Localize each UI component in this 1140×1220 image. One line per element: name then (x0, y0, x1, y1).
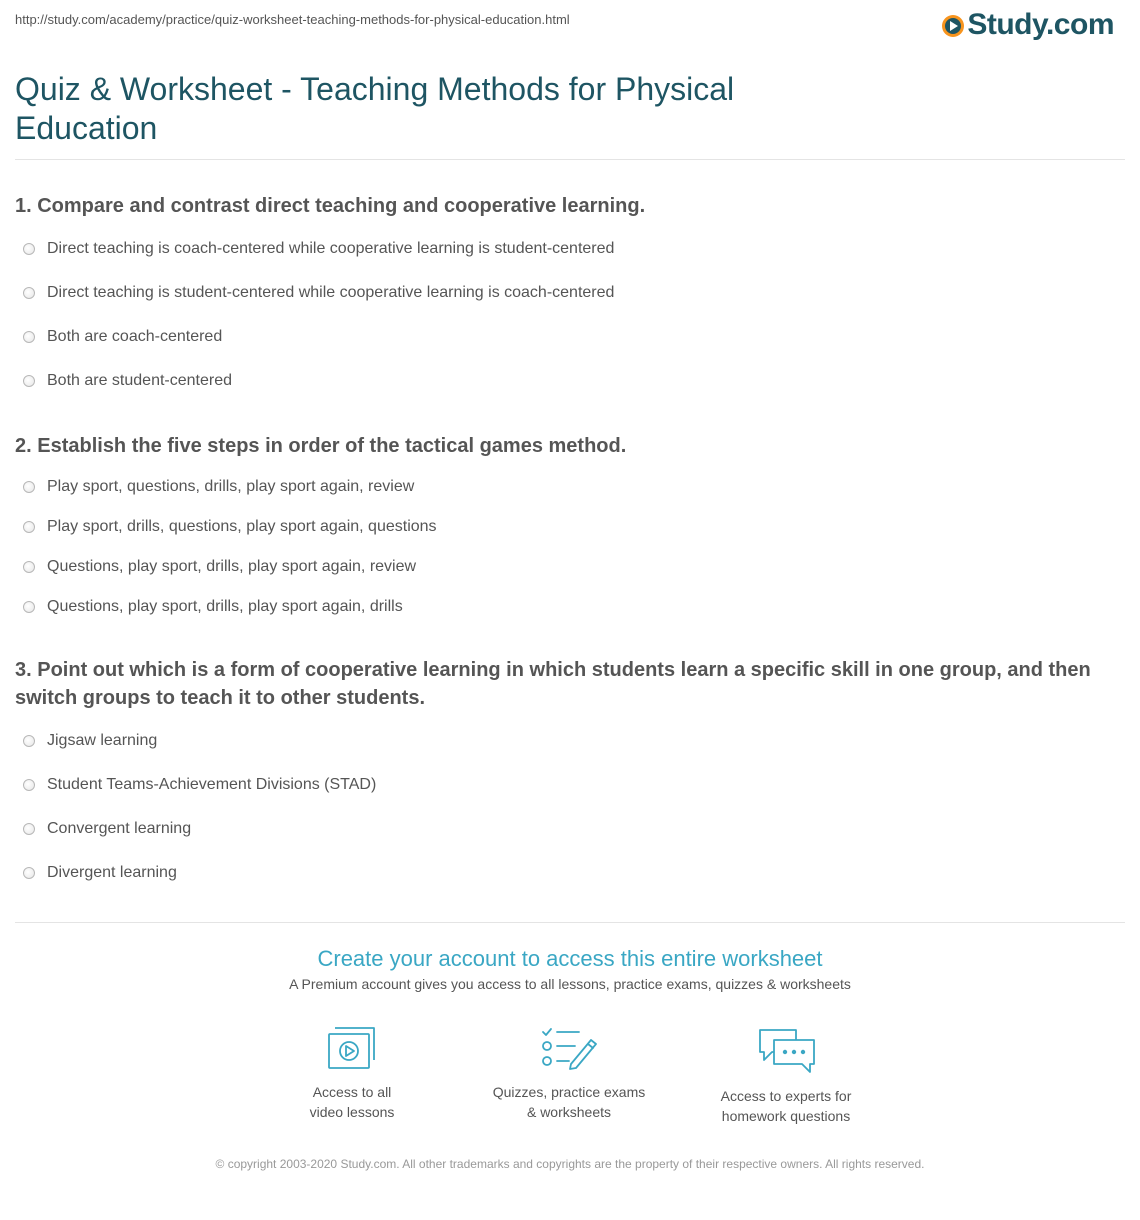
feature-quizzes (469, 1026, 669, 1122)
option-label: Jigsaw learning (47, 732, 158, 749)
option-label: Direct teaching is coach-centered while cooperative learning is student-centered (47, 240, 615, 257)
video-lesson-icon (326, 1026, 378, 1070)
divider (15, 159, 1125, 160)
answer-option[interactable] (15, 371, 232, 391)
copyright-footer: © copyright 2003-2020 Study.com. All other trademarks and copyrights are the property of their respective owners. All rights reserved. (215, 1157, 925, 1171)
feature-label: Access to experts for homework questions (720, 1088, 852, 1124)
answer-option[interactable] (15, 863, 177, 883)
top-bar (0, 0, 1140, 50)
answer-option[interactable] (15, 731, 157, 751)
logo-text: Study.com (967, 8, 1114, 41)
radio-button[interactable] (23, 601, 35, 613)
answer-option[interactable] (15, 517, 437, 537)
answer-option[interactable] (15, 239, 614, 259)
radio-button[interactable] (23, 735, 35, 747)
question-text: 3. Point out which is a form of cooperative learning in which students learn a specific skill in one group, and then switch groups to teach it to other students. (15, 659, 1091, 709)
answer-option[interactable] (15, 327, 222, 347)
question-text: 2. Establish the five steps in order of the tactical games method. (15, 435, 627, 457)
radio-button[interactable] (23, 823, 35, 835)
play-logo-icon (942, 15, 964, 37)
divider (15, 922, 1125, 923)
answer-option[interactable] (15, 597, 403, 617)
premium-description: A Premium account gives you access to all lessons, practice exams, quizzes & worksheets (289, 976, 851, 992)
quiz-checklist-icon (541, 1026, 597, 1070)
answer-option[interactable] (15, 557, 416, 577)
option-label: Play sport, questions, drills, play sport again, review (47, 478, 415, 495)
answer-option[interactable] (15, 819, 191, 839)
question-2 (15, 432, 1130, 615)
page-title: Quiz & Worksheet - Teaching Methods for Physical Education (15, 71, 735, 146)
option-label: Both are coach-centered (47, 328, 223, 345)
option-label: Divergent learning (47, 864, 177, 881)
radio-button[interactable] (23, 287, 35, 299)
answer-option[interactable] (15, 283, 614, 303)
answer-option[interactable] (15, 775, 376, 795)
radio-button[interactable] (23, 779, 35, 791)
answer-option[interactable] (15, 477, 414, 497)
create-account-link[interactable]: Create your account to access this entire worksheet (317, 946, 823, 971)
feature-experts (686, 1026, 886, 1126)
option-label: Questions, play sport, drills, play sport again, review (47, 558, 417, 575)
chat-bubble-icon (754, 1026, 818, 1074)
option-label: Direct teaching is student-centered while cooperative learning is coach-centered (47, 284, 615, 301)
radio-button[interactable] (23, 481, 35, 493)
page-url[interactable]: http://study.com/academy/practice/quiz-worksheet-teaching-methods-for-physical-education.html (15, 12, 570, 27)
option-label: Questions, play sport, drills, play sport again, drills (47, 598, 403, 615)
feature-label: Access to all video lessons (309, 1084, 395, 1120)
radio-button[interactable] (23, 867, 35, 879)
option-label: Play sport, drills, questions, play sport again, questions (47, 518, 437, 535)
question-1 (15, 192, 1130, 389)
option-label: Student Teams-Achievement Divisions (STAD) (47, 776, 377, 793)
radio-button[interactable] (23, 331, 35, 343)
option-label: Convergent learning (47, 820, 192, 837)
question-text: 1. Compare and contrast direct teaching and cooperative learning. (15, 195, 646, 217)
radio-button[interactable] (23, 521, 35, 533)
question-3 (15, 656, 1130, 881)
radio-button[interactable] (23, 243, 35, 255)
feature-label: Quizzes, practice exams & worksheets (492, 1084, 646, 1120)
feature-video-lessons (252, 1026, 452, 1122)
option-label: Both are student-centered (47, 372, 233, 389)
radio-button[interactable] (23, 561, 35, 573)
radio-button[interactable] (23, 375, 35, 387)
study-logo[interactable] (942, 8, 1114, 42)
